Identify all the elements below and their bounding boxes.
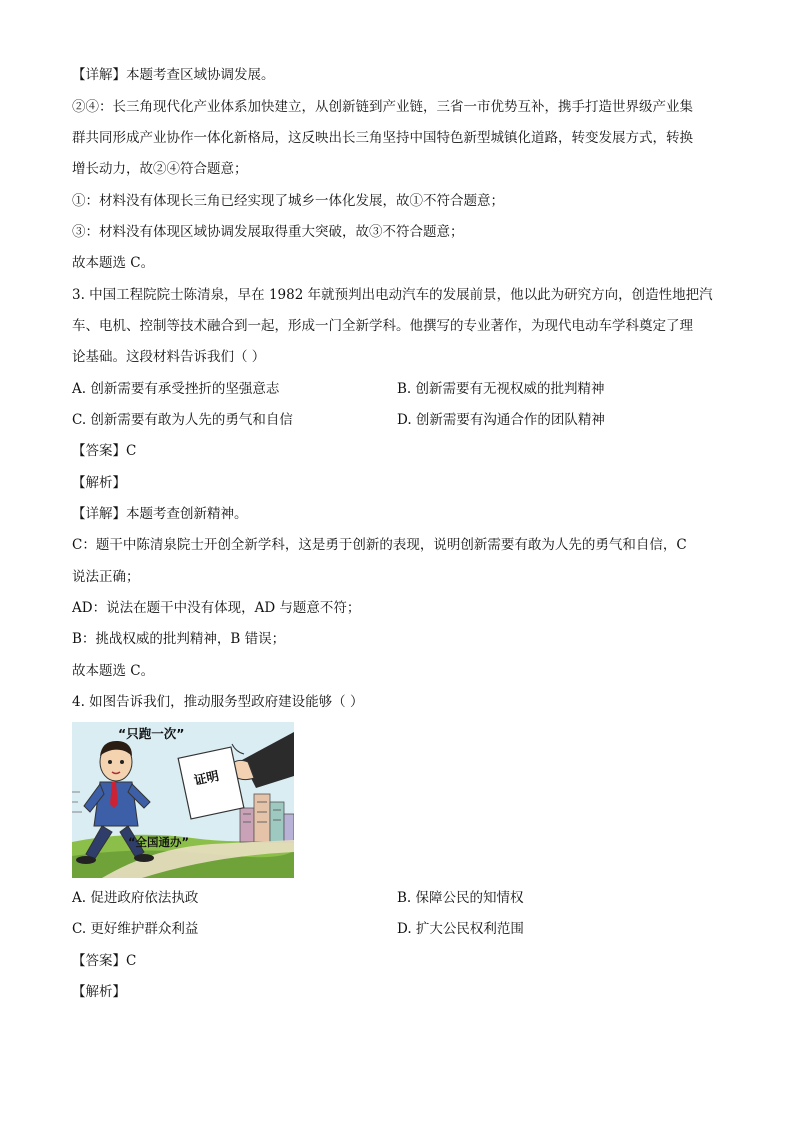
explanation-paragraph: ①：材料没有体现长三角已经实现了城乡一体化发展，故①不符合题意； [72,193,504,209]
option-b: B. 保障公民的知情权 [397,890,524,906]
caption-bottom: “全国通办” [128,835,190,849]
explanation-paragraph: AD：说法在题干中没有体现，AD 与题意不符； [72,600,361,616]
certificate-caption: 证明 [192,767,221,788]
conclusion-text: 故本题选 C。 [72,663,155,679]
explanation-paragraph: B：挑战权威的批判精神，B 错误； [72,631,286,647]
explanation-paragraph-line: C：题干中陈清泉院士开创全新学科，这是勇于创新的表现，说明创新需要有敢为人先的勇气和自信，C [72,537,687,553]
question-stem-line: 论基础。这段材料告诉我们（ ） [72,349,266,365]
explanation-paragraph-line: ②④：长三角现代化产业体系加快建立，从创新链到产业链，三省一市优势互补，携手打造世界级产业集 [72,99,693,115]
explanation-paragraph: ③：材料没有体现区域协调发展取得重大突破，故③不符合题意； [72,224,464,240]
explanation-paragraph-line: 说法正确； [72,569,140,585]
detail-heading-q2: 【详解】本题考查区域协调发展。 [72,67,275,83]
answer-label: 【答案】C [72,953,137,969]
option-a: A. 创新需要有承受挫折的坚强意志 [72,381,280,397]
question-stem-line: 车、电机、控制等技术融合到一起，形成一门全新学科。他撰写的专业著作，为现代电动车学科奠定了理 [72,318,693,334]
option-a: A. 促进政府依法执政 [72,890,199,906]
question-stem: 4. 如图告诉我们，推动服务型政府建设能够（ ） [72,694,364,710]
conclusion-text: 故本题选 C。 [72,255,155,271]
answer-label: 【答案】C [72,443,137,459]
detail-heading: 【详解】本题考查创新精神。 [72,506,248,522]
option-c: C. 创新需要有敢为人先的勇气和自信 [72,412,293,428]
option-d: D. 扩大公民权利范围 [397,921,524,937]
analysis-label: 【解析】 [72,475,126,491]
option-d: D. 创新需要有沟通合作的团队精神 [397,412,605,428]
option-b: B. 创新需要有无视权威的批判精神 [397,381,605,397]
explanation-paragraph-line: 群共同形成产业协作一体化新格局，这反映出长三角坚持中国特色新型城镇化道路，转变发展方式，转换 [72,130,693,146]
caption-top: “只跑一次” [118,726,185,741]
analysis-label: 【解析】 [72,984,126,1000]
question-stem-line: 3. 中国工程院院士陈清泉，早在 1982 年就预判出电动汽车的发展前景，他以此为研究方向，创造性地把汽 [72,287,713,303]
option-c: C. 更好维护群众利益 [72,921,199,937]
service-government-cartoon [72,722,294,878]
explanation-paragraph-line: 增长动力，故②④符合题意； [72,161,248,177]
